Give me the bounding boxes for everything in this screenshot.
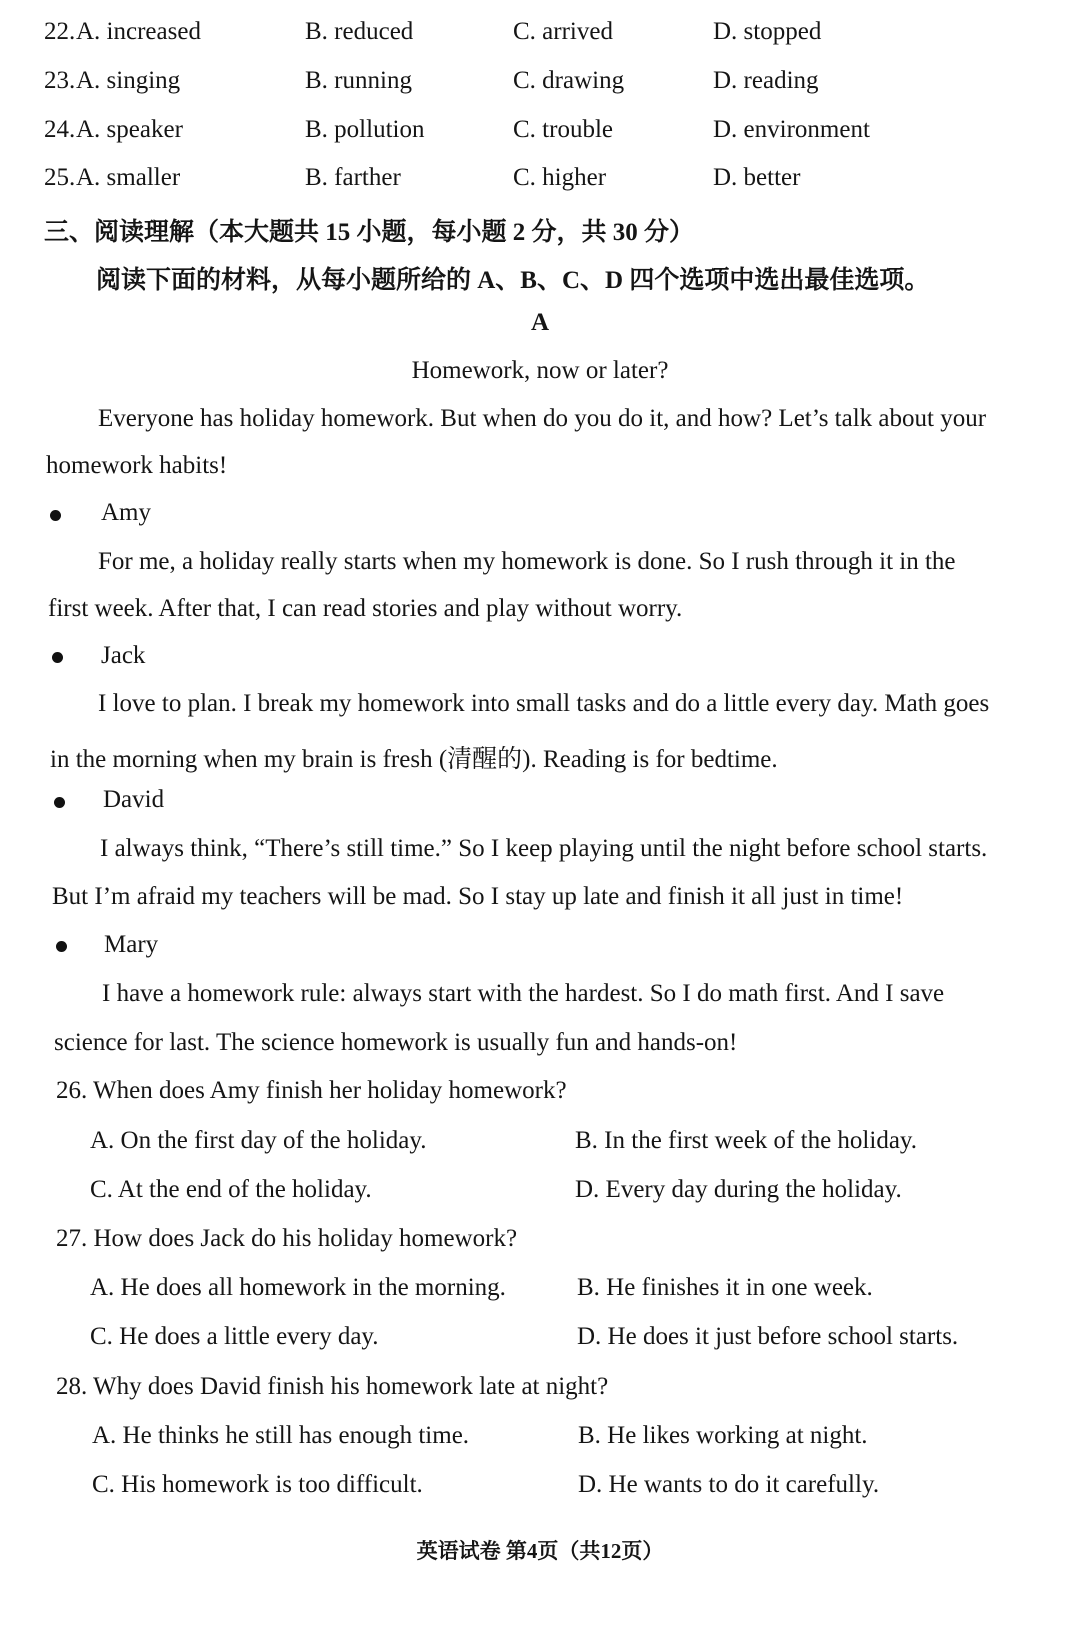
option-b: B. running bbox=[305, 67, 412, 94]
option-c: C. He does a little every day. bbox=[90, 1323, 379, 1350]
option-c: C. His homework is too difficult. bbox=[92, 1471, 423, 1498]
question-number: 22. bbox=[44, 18, 76, 45]
option-c: C. At the end of the holiday. bbox=[90, 1176, 372, 1203]
option-b: B. He finishes it in one week. bbox=[577, 1274, 873, 1301]
question-stem: 26. When does Amy finish her holiday homework? bbox=[56, 1077, 567, 1104]
option-b: B. farther bbox=[305, 164, 401, 191]
option-d: D. better bbox=[713, 164, 801, 191]
speaker-text-line: I always think, “There’s still time.” So I keep playing until the night before school starts. bbox=[100, 835, 988, 862]
passage-intro-line: homework habits! bbox=[46, 452, 228, 479]
passage-intro-line: Everyone has holiday homework. But when do you do it, and how? Let’s talk about your bbox=[98, 405, 987, 432]
option-a: A. On the first day of the holiday. bbox=[90, 1127, 427, 1154]
option-d: D. He does it just before school starts. bbox=[577, 1323, 959, 1350]
bullet-icon bbox=[52, 652, 63, 663]
bullet-icon bbox=[56, 941, 67, 952]
question-stem: 28. Why does David finish his homework late at night? bbox=[56, 1373, 609, 1400]
option-a: A. singing bbox=[76, 67, 181, 94]
speaker-text-line: For me, a holiday really starts when my homework is done. So I rush through it in the bbox=[98, 548, 956, 575]
section-heading: 三、阅读理解（本大题共 15 小题，每小题 2 分，共 30 分） bbox=[44, 219, 695, 246]
passage-title: Homework, now or later? bbox=[411, 357, 669, 384]
page-footer: 英语试卷 第4页（共12页） bbox=[416, 1539, 664, 1563]
option-c: C. higher bbox=[513, 164, 607, 191]
section-instruction: 阅读下面的材料，从每小题所给的 A、B、C、D 四个选项中选出最佳选项。 bbox=[96, 267, 930, 294]
option-b: B. In the first week of the holiday. bbox=[575, 1127, 918, 1154]
speaker-name: Jack bbox=[101, 642, 146, 669]
option-b: B. reduced bbox=[305, 18, 414, 45]
speaker-text-line: science for last. The science homework is usually fun and hands-on! bbox=[54, 1029, 738, 1056]
speaker-text-line: But I’m afraid my teachers will be mad. So I stay up late and finish it all just in time! bbox=[52, 883, 904, 910]
option-a: A. increased bbox=[76, 18, 201, 45]
question-number: 23. bbox=[44, 67, 76, 94]
option-b: B. He likes working at night. bbox=[578, 1422, 868, 1449]
option-a: A. He does all homework in the morning. bbox=[90, 1274, 506, 1301]
option-d: D. Every day during the holiday. bbox=[575, 1176, 902, 1203]
option-d: D. environment bbox=[713, 116, 870, 143]
speaker-text-line: I have a homework rule: always start with the hardest. So I do math first. And I save bbox=[102, 980, 945, 1007]
speaker-text-line: I love to plan. I break my homework into small tasks and do a little every day. Math goes bbox=[98, 690, 990, 717]
option-a: A. speaker bbox=[76, 116, 183, 143]
option-a: A. smaller bbox=[76, 164, 181, 191]
speaker-name: Mary bbox=[104, 931, 159, 958]
option-c: C. trouble bbox=[513, 116, 613, 143]
question-stem: 27. How does Jack do his holiday homework? bbox=[56, 1225, 518, 1252]
option-a: A. He thinks he still has enough time. bbox=[92, 1422, 470, 1449]
option-b: B. pollution bbox=[305, 116, 425, 143]
option-d: D. reading bbox=[713, 67, 819, 94]
question-number: 25. bbox=[44, 164, 76, 191]
option-d: D. stopped bbox=[713, 18, 822, 45]
speaker-name: David bbox=[103, 786, 165, 813]
bullet-icon bbox=[50, 510, 61, 521]
bullet-icon bbox=[54, 797, 65, 808]
option-c: C. drawing bbox=[513, 67, 625, 94]
option-c: C. arrived bbox=[513, 18, 613, 45]
passage-letter: A bbox=[530, 309, 550, 336]
question-number: 24. bbox=[44, 116, 76, 143]
speaker-name: Amy bbox=[101, 499, 151, 526]
speaker-text-line: in the morning when my brain is fresh (清醒的). Reading is for bedtime. bbox=[50, 746, 778, 773]
speaker-text-line: first week. After that, I can read stories and play without worry. bbox=[48, 595, 683, 622]
option-d: D. He wants to do it carefully. bbox=[578, 1471, 880, 1498]
